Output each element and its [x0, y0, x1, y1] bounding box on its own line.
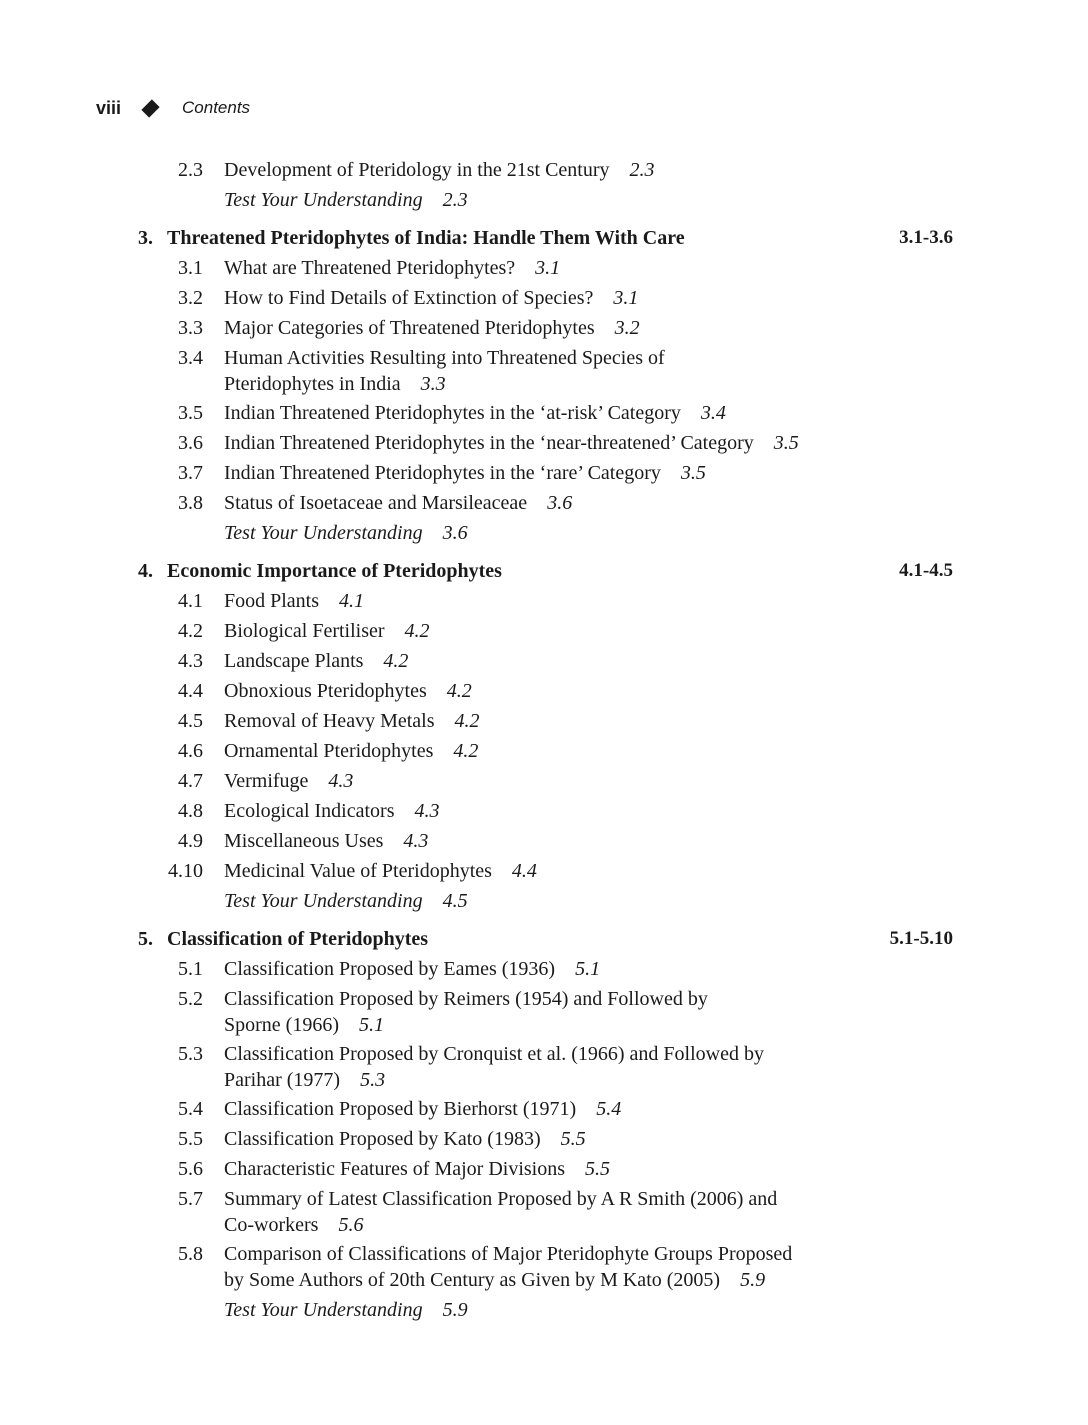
toc-entry-line: [224, 1126, 586, 1152]
section-number: 3.8: [178, 492, 203, 515]
page-number-ref: 5.1: [575, 958, 601, 981]
toc-entry-line: [224, 798, 440, 824]
chapter-title: Classification of Pteridophytes: [167, 928, 429, 951]
page-number-ref: 5.9: [442, 1298, 468, 1321]
toc-entry-line: [224, 768, 353, 794]
page-number: viii: [96, 97, 122, 118]
section-number: 3.4: [178, 347, 203, 369]
section-title: Food Plants: [224, 590, 320, 613]
chapter-page-range: 5.1-5.10: [889, 928, 953, 950]
toc-entry-line: [224, 858, 537, 884]
section-title: Landscape Plants: [224, 650, 364, 673]
chapter-page-range: 4.1-4.5: [899, 560, 953, 582]
section-title: Obnoxious Pteridophytes: [224, 680, 427, 703]
section-number: 4.1: [178, 590, 203, 613]
section-title: How to Find Details of Extinction of Species?: [224, 287, 594, 309]
section-title: Comparison of Classifications of Major Pteridophyte Groups Proposed: [224, 1243, 793, 1266]
section-title: What are Threatened Pteridophytes?: [224, 257, 516, 279]
page-number-ref: 4.3: [414, 800, 440, 823]
toc-entry-line: [224, 986, 708, 1012]
chapter-number: 3.: [138, 227, 153, 249]
toc-entry-line: [224, 1096, 621, 1122]
toc-entry-line: [224, 400, 726, 426]
test-your-understanding: [224, 520, 468, 546]
page-number-ref: 4.2: [446, 680, 472, 703]
section-title: Major Categories of Threatened Pteridophytes: [224, 317, 595, 339]
section-title: Indian Threatened Pteridophytes in the ‘rare’ Category: [224, 462, 661, 485]
page-number-ref: 4.5: [442, 890, 468, 913]
toc-entry-line: [224, 371, 446, 397]
page-number-ref: 3.6: [442, 522, 468, 545]
chapter-title: Threatened Pteridophytes of India: Handle Them With Care: [167, 227, 685, 249]
section-title: Classification Proposed by Eames (1936): [224, 958, 556, 981]
section-number: 5.4: [178, 1098, 203, 1121]
toc-entry-line: [224, 618, 430, 644]
section-title: Classification Proposed by Kato (1983): [224, 1128, 541, 1151]
section-title: Biological Fertiliser: [224, 620, 385, 643]
section-title: Summary of Latest Classification Proposed by A R Smith (2006) and: [224, 1188, 778, 1211]
page-number-ref: 4.2: [404, 620, 430, 643]
section-number: 3.2: [178, 287, 203, 309]
toc-entry-line: [224, 1067, 385, 1093]
page-number-ref: 3.5: [773, 432, 799, 455]
test-your-understanding: [224, 888, 468, 914]
page-number-ref: 2.3: [442, 189, 468, 211]
page-number-ref: 4.3: [328, 770, 354, 793]
page-number-ref: 3.1: [613, 287, 639, 309]
chapter-title: Economic Importance of Pteridophytes: [167, 560, 502, 583]
section-number: 3.7: [178, 462, 203, 485]
page-number-ref: 5.5: [585, 1158, 611, 1181]
section-number: 2.3: [178, 159, 203, 181]
section-number: 3.3: [178, 317, 203, 339]
page-number-ref: 5.3: [360, 1068, 386, 1091]
tyu-label: Test Your Understanding: [224, 1298, 423, 1321]
chapter-page-range: 3.1-3.6: [899, 227, 953, 248]
toc-entry-line: [224, 1212, 363, 1238]
page-number-ref: 4.2: [453, 740, 479, 763]
page-number-ref: 4.2: [383, 650, 409, 673]
section-title: Ornamental Pteridophytes: [224, 740, 434, 763]
toc-entry-line: [224, 285, 638, 311]
section-title: Medicinal Value of Pteridophytes: [224, 860, 492, 883]
toc-entry-line: [224, 1241, 792, 1267]
section-number: 3.6: [178, 432, 203, 455]
section-number: 4.5: [178, 710, 203, 733]
section-number: 5.6: [178, 1158, 203, 1181]
page-number-ref: 3.3: [420, 372, 446, 395]
page-number-ref: 5.6: [338, 1213, 364, 1236]
section-number: 4.4: [178, 680, 203, 703]
toc-entry-line: [224, 738, 478, 764]
toc-entry-line: [224, 157, 655, 183]
toc-entry-line: [224, 1186, 777, 1212]
chapter-number: 4.: [138, 560, 153, 583]
page-number-ref: 3.4: [700, 402, 726, 425]
section-title: Classification Proposed by Cronquist et al. (1966) and Followed by: [224, 1043, 764, 1066]
toc-entry-line: [224, 345, 665, 371]
page-number-ref: 3.5: [680, 462, 706, 485]
section-title: Ecological Indicators: [224, 800, 395, 823]
page-number-ref: 3.2: [614, 317, 640, 339]
section-title: Human Activities Resulting into Threatened Species of: [224, 347, 665, 369]
page-number-ref: 5.5: [560, 1128, 586, 1151]
section-number: 4.7: [178, 770, 203, 793]
section-number: 5.5: [178, 1128, 203, 1151]
toc-entry-line: [224, 1156, 610, 1182]
section-title: Classification Proposed by Reimers (1954) and Followed by: [224, 988, 708, 1011]
page-number-ref: 4.2: [454, 710, 480, 733]
page-number-ref: 5.1: [358, 1013, 384, 1036]
toc-entry-line: [224, 490, 572, 516]
section-number: 5.3: [178, 1043, 203, 1066]
section-title: Miscellaneous Uses: [224, 830, 384, 853]
toc-entry-line: [224, 1041, 764, 1067]
section-number: 4.2: [178, 620, 203, 643]
test-your-understanding: [224, 187, 468, 213]
section-number: 4.6: [178, 740, 203, 763]
section-title: Indian Threatened Pteridophytes in the ‘at-risk’ Category: [224, 402, 681, 425]
section-title: by Some Authors of 20th Century as Given by M Kato (2005): [224, 1269, 721, 1291]
section-number: 3.1: [178, 257, 203, 279]
chapter-number: 5.: [138, 928, 153, 951]
test-your-understanding: [224, 1297, 468, 1323]
section-number: 5.8: [178, 1243, 203, 1266]
section-title: Classification Proposed by Bierhorst (1971): [224, 1098, 577, 1121]
page-number-ref: 2.3: [629, 159, 655, 181]
section-title: Vermifuge: [224, 770, 309, 793]
section-title: Co-workers: [224, 1213, 319, 1236]
section-number: 4.9: [178, 830, 203, 853]
page-number-ref: 3.1: [535, 257, 561, 279]
section-number: 3.5: [178, 402, 203, 425]
section-number: 4.10: [168, 860, 203, 883]
page-number-ref: 4.4: [511, 860, 537, 883]
toc-entry-line: [224, 828, 428, 854]
section-title: Pteridophytes in India: [224, 372, 401, 395]
toc-entry-line: [224, 648, 408, 674]
tyu-label: Test Your Understanding: [224, 522, 423, 545]
toc-entry-line: [224, 678, 472, 704]
page-number-ref: 4.1: [339, 590, 365, 613]
tyu-label: Test Your Understanding: [224, 189, 423, 211]
toc-entry-line: [224, 1267, 765, 1293]
toc-entry-line: [224, 430, 799, 456]
toc-entry-line: [224, 708, 480, 734]
toc-entry-line: [224, 956, 600, 982]
section-number: 5.2: [178, 988, 203, 1011]
page-number-ref: 5.4: [596, 1098, 622, 1121]
toc-entry-line: [224, 315, 640, 341]
toc-entry-line: [224, 1012, 384, 1038]
section-title: Characteristic Features of Major Divisions: [224, 1158, 566, 1181]
section-number: 4.3: [178, 650, 203, 673]
page-number-ref: 5.9: [740, 1269, 766, 1291]
section-title: Contents: [182, 98, 251, 117]
section-number: 5.7: [178, 1188, 203, 1211]
section-title: Parihar (1977): [224, 1068, 341, 1091]
section-title: Sporne (1966): [224, 1013, 339, 1036]
section-number: 4.8: [178, 800, 203, 823]
section-title: Removal of Heavy Metals: [224, 710, 435, 733]
section-title: Status of Isoetaceae and Marsileaceae: [224, 492, 528, 515]
toc-entry-line: [224, 460, 706, 486]
tyu-label: Test Your Understanding: [224, 890, 423, 913]
page-number-ref: 4.3: [403, 830, 429, 853]
section-title: Indian Threatened Pteridophytes in the ‘near-threatened’ Category: [224, 432, 754, 455]
section-number: 5.1: [178, 958, 203, 981]
toc-entry-line: [224, 588, 364, 614]
page-number-ref: 3.6: [547, 492, 573, 515]
toc-entry-line: [224, 255, 560, 281]
section-title: Development of Pteridology in the 21st Century: [224, 159, 610, 181]
